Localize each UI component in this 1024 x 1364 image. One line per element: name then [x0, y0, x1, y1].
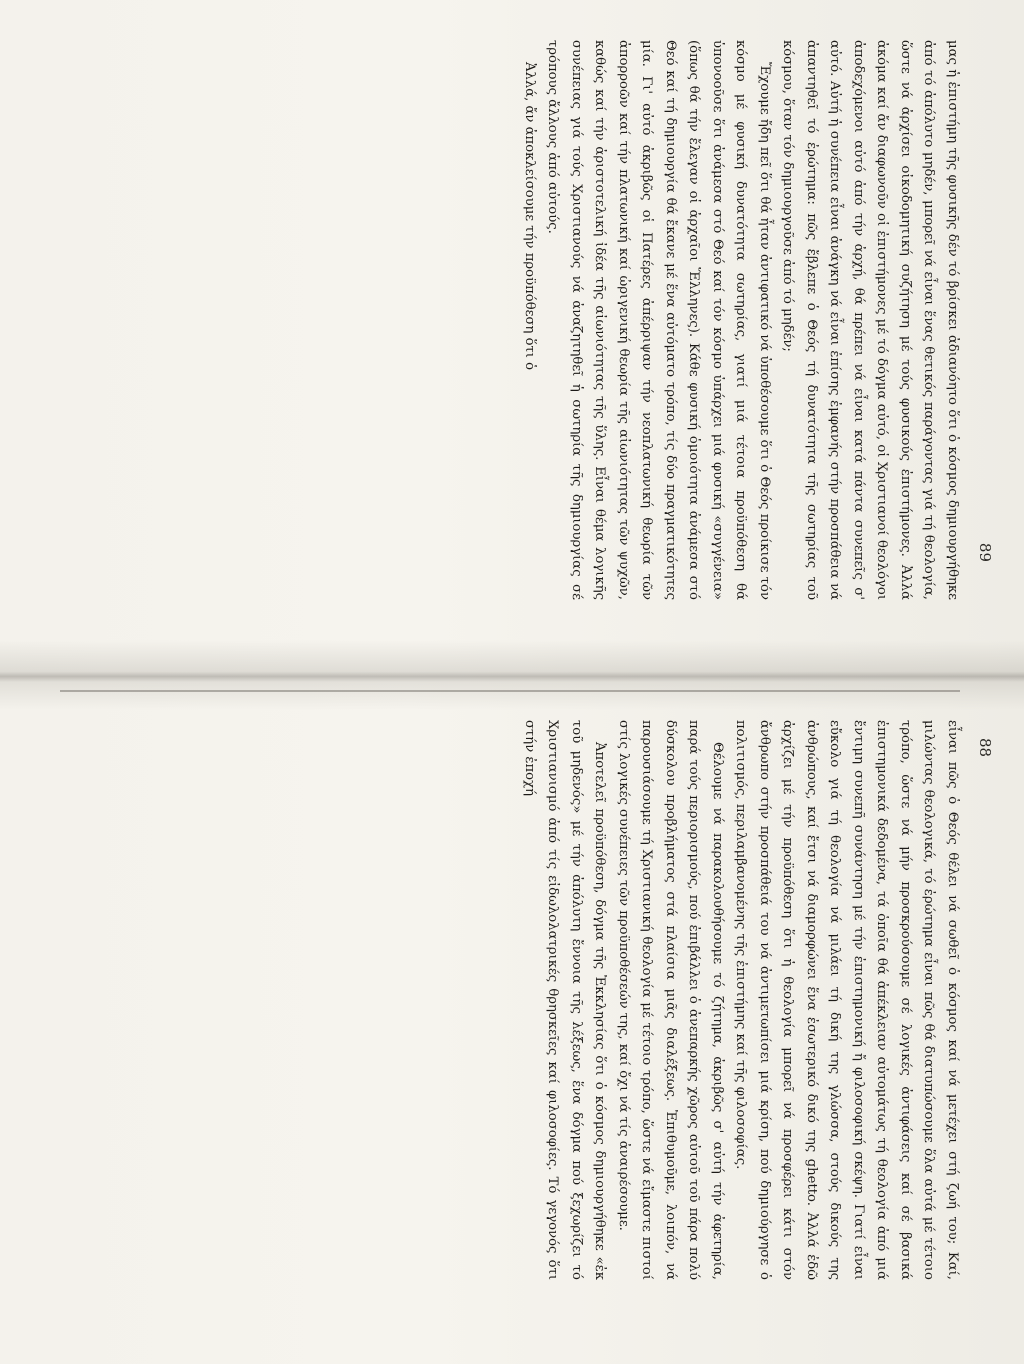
page-number-89: 89 — [976, 542, 994, 562]
page-88-inner — [60, 720, 1000, 1280]
page-89 — [60, 20, 1000, 620]
page-89-inner — [60, 40, 1000, 600]
paragraph: Ἔχουμε ἤδη πεῖ ὅτι θά ἦταν ἀντιφατικό νά ὑποθέσουμε ὅτι ὁ Θεός προίκισε τόν κόσμο μέ φυσική δυνατότητα σωτηρίας, γιατί μιά τέτοια προϋπόθεση θά ὑπονοοῦσε ὅτι ἀνάμεσα στό Θεό καί τόν κόσμο ὑπάρχει μιά φυσική «συγγένεια» (ὅπως θά τήν ἔλεγαν οἱ ἀρχαῖοι Ἕλληνες). Κάθε φυσική ὁμοιότητα ἀνάμεσα στό Θεό καί τή δημιουργία θά ἔκανε μέ ἕνα αὐτόματο τρόπο, τίς δύο πραγματικότητες μία. Γι' αὐτό ἀκριβῶς οἱ Πατέρες ἀπέρριψαν τήν νεοπλατωνική θεωρία τῶν ἀπορροῶν καί τήν πλατωνική καί ὠριγενική θεωρία τῆς αἰωνιότητας τῶν ψυχῶν, καθώς καί τήν ἀριστοτελική ἰδέα τῆς αἰωνιότητας τῆς ὕλης. Εἶναι θέμα λογικῆς συνέπειας γιά τούς Χριστιανούς νά ἀναζητηθεῖ ἡ σωτηρία τῆς δημιουργίας σέ τρόπους ἄλλους ἀπό αὐτούς. — [545, 40, 772, 600]
page-89-text — [518, 40, 965, 600]
page-number-88: 88 — [976, 738, 994, 758]
page-88-text — [518, 720, 965, 1280]
paragraph: Ἀποτελεῖ προϋπόθεση, δόγμα τῆς Ἐκκλησίας ὅτι ὁ κόσμος δημιουργήθηκε «ἐκ τοῦ μηδενός» μέ τήν ἀπόλυτη ἔννοια τῆς λέξεως, ἕνα δόγμα πού ξεχωρίζει τό Χριστιανισμό ἀπό τίς εἰδωλολατρικές θρησκεῖες καί φιλοσοφίες. Τό γεγονός ὅτι στήν ἐποχή — [522, 720, 608, 1280]
paragraph: Θέλουμε νά παρακολουθήσουμε τό ζήτημα, ἀκριβῶς σ' αὐτή τήν ἀφετηρία, παρά τούς περιορισμούς, πού ἐπιβάλλει ὁ ἀνεπαρκής χῶρος αὐτοῦ τοῦ πάρα πολύ δύσκολου προβλήματος στά πλαίσια μιᾶς διαλέξεως. Ἐπιθυμοῦμε, λοιπόν, νά παρουσιάσουμε τή Χριστιανική θεολογία μέ τέτοιο τρόπο, ὥστε νά εἴμαστε πιστοί στίς λογικές συνέπειες τῶν προϋποθέσεών της, καί ὄχι νά τίς ἀναιρέσουμε. — [616, 720, 725, 1280]
paragraph: μας ἡ ἐπιστήμη τῆς φυσικῆς δέν τό βρίσκει ἀδιανόητο ὅτι ὁ κόσμος δημιουργήθηκε ἀπό τό ἀπόλυτο μηδέν, μπορεῖ νά εἶναι ἕνας θετικός παράγοντας γιά τή θεολογία, ὥστε νά ἀρχίσει οἰκοδομητική συζήτηση μέ τούς φυσικούς ἐπιστήμονες. Ἀλλά ἀκόμα καί ἄν διαφωνοῦν οἱ ἐπιστήμονες μέ τό δόγμα αὐτό, οἱ Χριστιανοί θεολόγοι ἀποδεχόμενοι αὐτό ἀπό τήν ἀρχή, θά πρέπει νά εἶναι κατά πάντα συνεπεῖς σ' αὐτό. Αὐτή ἡ συνέπεια εἶναι ἀνάγκη νά εἶναι ἐπίσης ἐμφανής στήν προσπάθεια νά ἀπαντηθεῖ τό ἐρώτημα: πῶς ἔβλεπε ὁ Θεός τή δυνατότητα τῆς σωτηρίας τοῦ κόσμου, ὅταν τόν δημιουργοῦσε ἀπό τό μηδέν; — [780, 40, 960, 600]
gutter-divider — [60, 690, 960, 692]
paragraph: εἶναι πῶς ὁ Θεός θέλει νά σωθεῖ ὁ κόσμος καί νά μετέχει στή ζωή του; Καί, μιλώντας θεολογικά, τό ἐρώτημα εἶναι πῶς θά διατυπώσουμε ὅλα αὐτά μέ τέτοιο τρόπο, ὥστε νά μήν προσκρούσουμε σέ λογικές ἀντιφάσεις καί σέ βασικά ἐπιστημονικά δεδομένα, τά ὁποῖα θά ἀπέκλειαν αὐτομάτως τή θεολογία ἀπό μιά ἔντιμη συνεπῆ συνάντηση μέ τήν ἐπιστημονική ἤ φιλοσοφική σκέψη. Γιατί εἶναι εὔκολο γιά τή θεολογία νά μιλάει τή δική της γλώσσα, στούς δικούς της ἀνθρώπους, καί ἔτσι νά διαμορφώνει ἕνα ἐσωτερικό δικό της ghetto. Ἀλλά ἐδῶ ἀρχίζει μέ τήν προϋπόθεση ὅτι ἡ θεολογία μπορεῖ νά προσφέρει κάτι στόν ἄνθρωπο στήν προσπάθειά του νά ἀντιμετωπίσει μιά κρίση, πού δημιούργησε ὁ πολιτισμός, περιλαμβανομένης τῆς ἐπιστήμης καί τῆς φιλοσοφίας. — [733, 720, 960, 1280]
paragraph: Ἀλλά, ἄν ἀποκλείσουμε τήν προϋπόθεση ὅτι ὁ — [522, 62, 537, 371]
page-88 — [60, 700, 1000, 1300]
